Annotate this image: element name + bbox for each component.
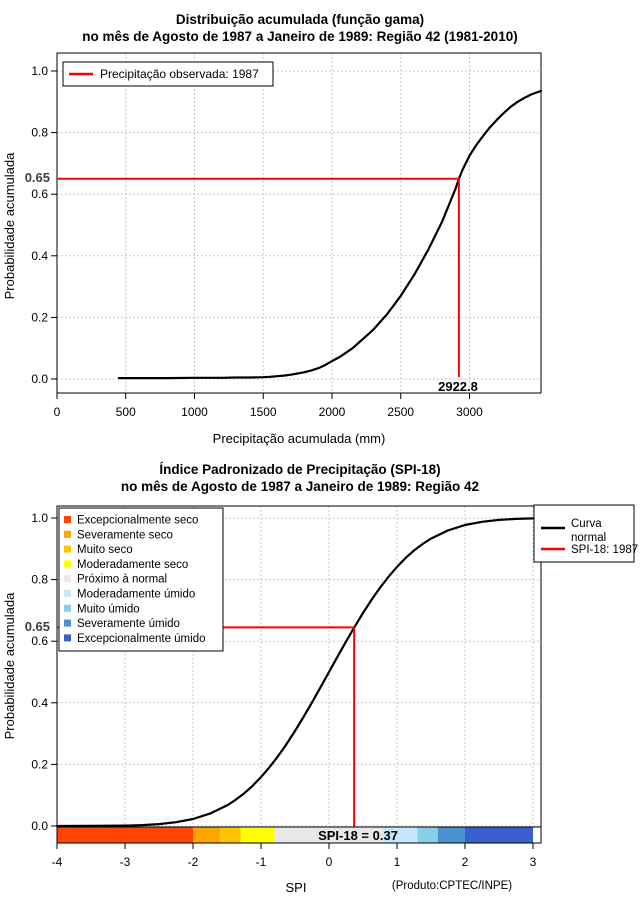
y-tick-label: 0.4	[31, 248, 48, 263]
colorbar-segment	[438, 827, 465, 843]
x-tick-label: 2000	[318, 405, 346, 419]
y-tick-label: 0.6	[31, 634, 48, 649]
category-swatch	[64, 620, 71, 627]
x-tick-label: 2	[461, 855, 469, 869]
y-tick-label: 0.6	[31, 187, 48, 202]
top-x-axis-label: Precipitação acumulada (mm)	[212, 431, 386, 446]
product-note: (Produto:CPTEC/INPE)	[391, 880, 513, 892]
category-swatch	[64, 560, 71, 567]
y-tick-label: 0.4	[31, 695, 48, 710]
colorbar-segment	[220, 827, 240, 843]
y-tick-label: 0.0	[31, 372, 48, 386]
bottom-y-axis-label: Probabilidade acumulada	[2, 592, 17, 740]
x-tick-label: 2500	[387, 405, 415, 419]
category-legend-label: Moderadamente seco	[77, 558, 189, 571]
category-swatch	[64, 516, 71, 523]
category-legend-label: Severamente seco	[77, 529, 173, 542]
x-tick-label: -1	[255, 855, 267, 869]
bottom-prob-annotation: 0.65	[24, 619, 50, 634]
category-legend-label: Muito seco	[77, 544, 133, 557]
x-tick-label: 1000	[181, 405, 208, 419]
category-swatch	[64, 575, 71, 582]
y-tick-label: 0.8	[31, 125, 48, 140]
y-tick-label: 1.0	[31, 511, 48, 525]
x-tick-label: 500	[115, 405, 136, 419]
category-legend	[59, 508, 223, 651]
top-chart-title-line1: Distribuição acumulada (função gama)	[175, 12, 425, 27]
category-legend-label: Muito úmido	[77, 603, 140, 616]
category-swatch	[64, 590, 71, 597]
category-legend-label: Moderadamente úmido	[77, 588, 196, 601]
x-tick-label: 3	[529, 855, 537, 869]
x-tick-label: -3	[119, 855, 131, 869]
y-tick-label: 0.8	[31, 572, 48, 587]
bottom-x-axis-label: SPI	[285, 880, 307, 895]
category-swatch	[64, 531, 71, 538]
cdf-curve	[119, 91, 541, 378]
x-tick-label: -4	[51, 855, 63, 869]
colorbar-segment	[241, 827, 275, 843]
x-tick-label: 3000	[456, 405, 483, 419]
category-swatch	[64, 634, 71, 641]
right-legend-label-spi: SPI-18: 1987	[571, 544, 639, 556]
x-tick-label: -2	[187, 855, 199, 869]
colorbar-segment	[57, 827, 193, 843]
top-y-axis-label: Probabilidade acumulada	[2, 152, 17, 300]
y-tick-label: 1.0	[31, 64, 48, 78]
category-legend-label: Severamente úmido	[77, 618, 180, 631]
colorbar-segment	[193, 827, 220, 843]
x-tick-label: 1500	[249, 405, 277, 419]
top-prob-annotation: 0.65	[24, 170, 50, 185]
spi-value-annotation: SPI-18 = 0.37	[318, 828, 398, 843]
category-legend-label: Excepcionalmente seco	[77, 514, 199, 527]
right-legend-label-curva: Curva	[571, 518, 602, 530]
colorbar-segment	[465, 827, 533, 843]
top-legend-label: Precipitação observada: 1987	[100, 67, 259, 81]
y-tick-label: 0.2	[31, 757, 48, 772]
right-legend-label-normal: normal	[571, 532, 607, 544]
category-legend-label: Excepcionalmente úmido	[77, 632, 206, 645]
category-swatch	[64, 605, 71, 612]
x-tick-label: 0	[325, 855, 333, 869]
top-precip-annotation: 2922.8	[438, 379, 478, 394]
plot-box	[57, 53, 541, 393]
top-chart-plot-area	[31, 53, 541, 419]
bottom-chart-title-line2: no mês de Agosto de 1987 a Janeiro de 1989: Região 42	[120, 479, 480, 494]
y-tick-label: 0.2	[31, 310, 48, 325]
colorbar-segment	[417, 827, 437, 843]
top-chart-title-line2: no mês de Agosto de 1987 a Janeiro de 1989: Região 42 (1981-2010)	[82, 29, 518, 44]
bottom-chart-title-line1: Índice Padronizado de Precipitação (SPI-18)	[159, 462, 441, 477]
y-tick-label: 0.0	[31, 819, 48, 833]
x-tick-label: 1	[393, 855, 401, 869]
category-legend-label: Próximo à normal	[77, 573, 168, 586]
category-swatch	[64, 546, 71, 553]
x-tick-label: 0	[53, 405, 61, 419]
